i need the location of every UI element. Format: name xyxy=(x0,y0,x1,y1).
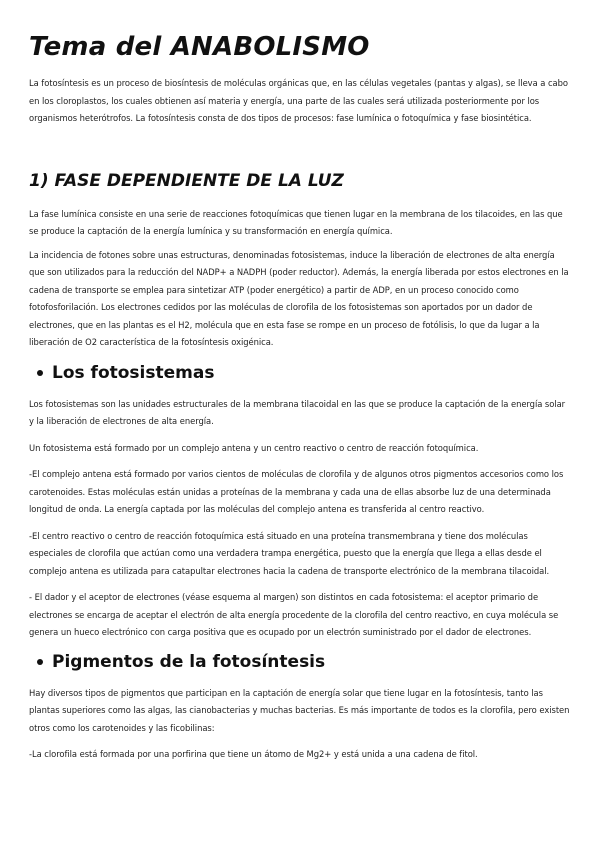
fase-luz-paragraph-2: La incidencia de fotones sobre unas estructuras, denominadas fotosistemas, induce la liberación de electrones de alta energía que son utilizados para la reducción del NADP+ a NADPH (poder reductor). Además, la energía liberada por estos electrones en la cadena de transporte se emplea para sintetizar ATP (poder energético) a partir de ADP, en un proceso conocido como fotofosforilación. Los electrones cedidos por las moléculas de clorofila de los fotosistemas son aportados por un dador de electrones, que en las plantas es el H2, molécula que en esta fase se rompe en un proceso de fotólisis, lo que da lugar a la liberación de O2 característica de la fotosíntesis oxigénica. xyxy=(29,249,569,347)
bullet-icon xyxy=(37,659,43,665)
pigmentos-paragraph-1: Hay diversos tipos de pigmentos que participan en la captación de energía solar que tiene lugar en la fotosíntesis, tanto las plantas superiores como las algas, las cianobacterias y muchas bacterias. Es más importante de todos es la clorofila, pero existen otros como los carotenoides y las ficobilinas: xyxy=(29,687,570,733)
intro-paragraph: La fotosíntesis es un proceso de biosíntesis de moléculas orgánicas que, en las células vegetales (pantas y algas), se lleva a cabo en los cloroplastos, los cuales obtienen así materia y energía, una parte de las cuales será utilizada posteriormente por los organismos heterótrofos. La fotosíntesis consta de dos tipos de procesos: fase lumínica o fotoquímica y fase biosintética. xyxy=(29,78,568,123)
subheading-pigmentos-label: Pigmentos de la fotosíntesis xyxy=(52,651,326,672)
document-title: Tema del ANABOLISMO xyxy=(29,32,370,62)
fotosistemas-paragraph-3: -El complejo antena está formado por varios cientos de moléculas de clorofila y de algunos otros pigmentos accesorios como los carotenoides. Estas moléculas están unidas a proteínas de la membrana y cada una de ellas absorbe luz de una determinada longitud de onda. La energía captada por las moléculas del complejo antena es transferida al centro reactivo. xyxy=(29,469,564,514)
fotosistemas-paragraph-2: Un fotosistema está formado por un complejo antena y un centro reactivo o centro de reacción fotoquímica. xyxy=(29,442,479,453)
bullet-icon xyxy=(37,370,43,376)
section-heading-fase-luz: 1) FASE DEPENDIENTE DE LA LUZ xyxy=(29,170,344,191)
fase-luz-paragraph-1: La fase lumínica consiste en una serie de reacciones fotoquímicas que tienen lugar en la membrana de los tilacoides, en las que se produce la captación de la energía lumínica y su transformación en energía química. xyxy=(29,208,563,236)
subheading-fotosistemas xyxy=(29,362,570,384)
subheading-pigmentos xyxy=(29,651,570,673)
subheading-fotosistemas-label: Los fotosistemas xyxy=(52,362,215,383)
pigmentos-paragraph-2: -La clorofila está formada por una porfirina que tiene un átomo de Mg2+ y está unida a una cadena de fitol. xyxy=(29,749,478,759)
fotosistemas-paragraph-4: -El centro reactivo o centro de reacción fotoquímica está situado en una proteína transmembrana y tiene dos moléculas especiales de clorofila que actúan como una verdadera trampa energética, puesto que la energía que llega a ellas desde el complejo antena es utilizada para catapultar electrones hacia la cadena de transporte electrónico de la membrana tilacoidal. xyxy=(29,530,550,576)
fotosistemas-paragraph-5: - El dador y el aceptor de electrones (véase esquema al margen) son distintos en cada fotosistema: el aceptor primario de electrones se encarga de aceptar el electrón de alta energía procedente de la clorofila del centro reactivo, en cuya molécula se genera un hueco electrónico con carga positiva que es ocupado por un electrón suministrado por el dador de electrones. xyxy=(29,592,559,637)
fotosistemas-paragraph-1: Los fotosistemas son las unidades estructurales de la membrana tilacoidal en las que se produce la captación de la energía solar y la liberación de electrones de alta energía. xyxy=(29,398,566,426)
